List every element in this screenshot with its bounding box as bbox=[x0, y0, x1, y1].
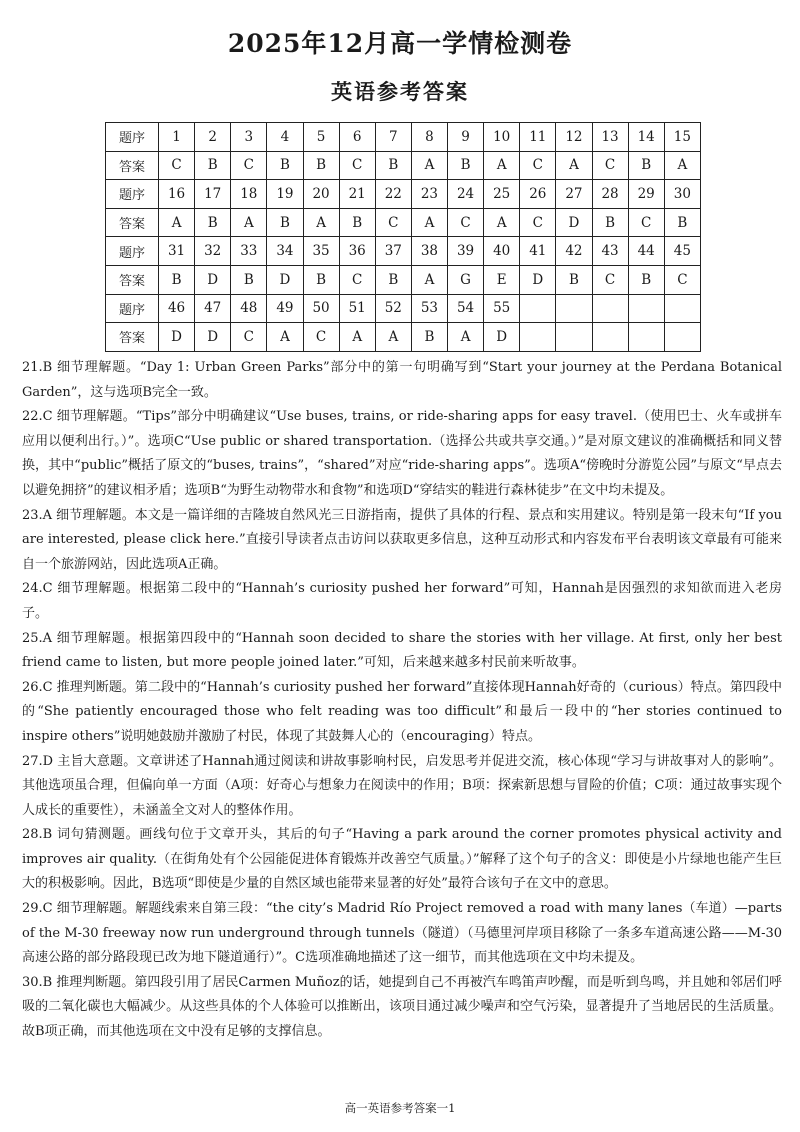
question-number-cell: 30 bbox=[664, 180, 700, 209]
explanation-number: 23.A bbox=[22, 507, 53, 523]
explanation-number: 25.A bbox=[22, 630, 53, 646]
question-number-cell: 53 bbox=[411, 294, 447, 323]
explanation-text: 细节理解题。本文是一篇详细的吉隆坡自然风光三日游指南，提供了具体的行程、景点和实用建议。特别是第一段末句“If you are interested, please click here.”直接引导读者点击访问以获取更多信息，这种互动形式和内容发布平台表明该文章最有可能来自一个旅游网站，因此选项A正确。 bbox=[22, 507, 782, 572]
answer-row bbox=[106, 323, 701, 352]
answer-cell: B bbox=[267, 151, 303, 180]
page-footer: 高一英语参考答案一1 bbox=[344, 1101, 456, 1115]
question-number-cell: 55 bbox=[484, 294, 520, 323]
row-header: 答案 bbox=[106, 151, 159, 180]
question-number-cell: 54 bbox=[448, 294, 484, 323]
question-number-cell: 50 bbox=[303, 294, 339, 323]
question-number-cell bbox=[556, 294, 592, 323]
question-number-cell: 5 bbox=[303, 123, 339, 152]
answer-cell: D bbox=[195, 323, 231, 352]
question-number-cell: 4 bbox=[267, 123, 303, 152]
explanation-text: 细节理解题。解题线索来自第三段：“the city’s Madrid Río Project removed a road with many lanes（车道）—parts of the M-30 freeway now run underground through tunnels（隧道）（马德里河岸项目移除了一条多车道高速公路——M-30高速公路的部分路段现已改为地下隧道通行）”。C选项准确地描述了这一细节，而其他选项在文中均未提及。 bbox=[22, 901, 782, 966]
question-number-cell: 18 bbox=[231, 180, 267, 209]
answer-cell: B bbox=[339, 208, 375, 237]
answer-cell: A bbox=[339, 323, 375, 352]
question-number-row bbox=[106, 294, 701, 323]
question-number-cell bbox=[592, 294, 628, 323]
answer-cell: B bbox=[159, 265, 195, 294]
answer-cell: B bbox=[375, 151, 411, 180]
explanation-text: 细节理解题。根据第二段中的“Hannah’s curiosity pushed her forward”可知，Hannah是因强烈的求知欲而进入老房子。 bbox=[22, 581, 782, 621]
question-number-cell: 40 bbox=[484, 237, 520, 266]
answer-cell: A bbox=[375, 323, 411, 352]
question-number-row bbox=[106, 180, 701, 209]
answer-cell: A bbox=[411, 208, 447, 237]
explanation-item bbox=[22, 823, 782, 897]
answer-cell: B bbox=[556, 265, 592, 294]
row-header: 答案 bbox=[106, 323, 159, 352]
question-number-cell: 32 bbox=[195, 237, 231, 266]
answer-cell: B bbox=[411, 323, 447, 352]
question-number-cell: 48 bbox=[231, 294, 267, 323]
answer-cell bbox=[520, 323, 556, 352]
question-number-cell: 15 bbox=[664, 123, 700, 152]
question-number-cell: 1 bbox=[159, 123, 195, 152]
answer-cell bbox=[628, 323, 664, 352]
answer-cell: C bbox=[339, 151, 375, 180]
question-number-cell: 12 bbox=[556, 123, 592, 152]
question-number-cell: 3 bbox=[231, 123, 267, 152]
explanation-number: 29.C bbox=[22, 901, 53, 917]
answer-cell: B bbox=[375, 265, 411, 294]
question-number-cell bbox=[628, 294, 664, 323]
answer-cell: D bbox=[267, 265, 303, 294]
question-number-cell: 31 bbox=[159, 237, 195, 266]
explanation-text: 推理判断题。第四段引用了居民Carmen Muñoz的话，她提到自己不再被汽车鸣笛声吵醒，而是听到鸟鸣，并且她和邻居们呼吸的二氧化碳也大幅减少。从这些具体的个人体验可以推断出，该项目通过减少噪声和空气污染，显著提升了当地居民的生活质量。故B项正确，而其他选项在文中没有足够的支撑信息。 bbox=[22, 974, 782, 1040]
question-number-cell: 41 bbox=[520, 237, 556, 266]
answer-table-body bbox=[106, 123, 701, 352]
question-number-cell: 43 bbox=[592, 237, 628, 266]
question-number-cell: 22 bbox=[375, 180, 411, 209]
answer-cell: C bbox=[231, 151, 267, 180]
answer-cell: C bbox=[592, 151, 628, 180]
explanation-text: 细节理解题。“Day 1: Urban Green Parks”部分中的第一句明确写到“Start your journey at the Perdana Botanical Garden”，这与选项B完全一致。 bbox=[22, 360, 782, 400]
answer-cell: B bbox=[592, 208, 628, 237]
answer-row bbox=[106, 151, 701, 180]
explanation-item bbox=[22, 405, 782, 503]
explanation-item bbox=[22, 676, 782, 750]
explanation-item bbox=[22, 971, 782, 1045]
question-number-cell: 38 bbox=[411, 237, 447, 266]
answer-cell: D bbox=[484, 323, 520, 352]
question-number-cell bbox=[664, 294, 700, 323]
question-number-cell: 17 bbox=[195, 180, 231, 209]
answer-row bbox=[106, 265, 701, 294]
explanation-number: 22.C bbox=[22, 409, 53, 425]
answer-cell: B bbox=[628, 265, 664, 294]
row-header: 答案 bbox=[106, 208, 159, 237]
question-number-cell: 20 bbox=[303, 180, 339, 209]
answer-cell: C bbox=[303, 323, 339, 352]
answer-cell: E bbox=[484, 265, 520, 294]
explanation-number: 30.B bbox=[22, 974, 53, 990]
answer-cell: B bbox=[231, 265, 267, 294]
answer-cell: C bbox=[231, 323, 267, 352]
answer-cell: D bbox=[556, 208, 592, 237]
answer-cell: B bbox=[664, 208, 700, 237]
question-number-cell: 47 bbox=[195, 294, 231, 323]
row-header: 题序 bbox=[106, 237, 159, 266]
answer-cell: A bbox=[303, 208, 339, 237]
question-number-cell: 9 bbox=[448, 123, 484, 152]
answer-table bbox=[105, 122, 701, 352]
explanation-text: 主旨大意题。文章讲述了Hannah通过阅读和讲故事影响村民，启发思考并促进交流，核心体现“学习与讲故事对人的影响”。其他选项虽合理，但偏向单一方面（A项：好奇心与想象力在阅读中的作用；B项：探索新思想与冒险的价值；C项：通过故事实现个人成长的重要性），未涵盖全文对人的整体作用。 bbox=[22, 753, 782, 818]
explanation-number: 27.D bbox=[22, 753, 54, 769]
question-number-cell: 25 bbox=[484, 180, 520, 209]
answer-cell: C bbox=[592, 265, 628, 294]
row-header: 答案 bbox=[106, 265, 159, 294]
question-number-cell: 35 bbox=[303, 237, 339, 266]
row-header: 题序 bbox=[106, 123, 159, 152]
question-number-cell: 14 bbox=[628, 123, 664, 152]
question-number-cell: 11 bbox=[520, 123, 556, 152]
explanation-list bbox=[22, 356, 782, 1045]
question-number-cell: 37 bbox=[375, 237, 411, 266]
question-number-cell: 27 bbox=[556, 180, 592, 209]
explanation-text: 推理判断题。第二段中的“Hannah’s curiosity pushed her forward”直接体现Hannah好奇的（curious）特点。第四段中的“She patiently encouraged those who felt reading was too difficult”和最后一段中的“her stories continued to inspire others”说明她鼓励并激励了村民，体现了其鼓舞人心的（encouraging）特点。 bbox=[22, 679, 782, 744]
explanation-text: 细节理解题。“Tips”部分中明确建议“Use buses, trains, or ride-sharing apps for easy travel.（使用巴士、火车或拼车应用以便利出行。）”。选项C“Use public or shared transportation.（选择公共或共享交通。）”是对原文建议的准确概括和同义替换，其中“public”概括了原文的“buses, trains”，“shared”对应“ride-sharing apps”。选项A“傍晚时分游览公园”与原文“早点去以避免拥挤”的建议相矛盾；选项B“为野生动物带水和食物”和选项D“穿结实的鞋进行森林徒步”在文中均未提及。 bbox=[22, 409, 782, 498]
explanation-item bbox=[22, 504, 782, 578]
answer-cell: B bbox=[195, 151, 231, 180]
row-header: 题序 bbox=[106, 180, 159, 209]
answer-cell bbox=[664, 323, 700, 352]
question-number-cell: 28 bbox=[592, 180, 628, 209]
answer-cell: C bbox=[520, 151, 556, 180]
answer-row bbox=[106, 208, 701, 237]
explanation-number: 28.B bbox=[22, 827, 53, 843]
question-number-cell: 7 bbox=[375, 123, 411, 152]
answer-cell: A bbox=[448, 323, 484, 352]
answer-cell: A bbox=[484, 151, 520, 180]
question-number-cell: 46 bbox=[159, 294, 195, 323]
explanation-item bbox=[22, 627, 782, 676]
question-number-cell: 2 bbox=[195, 123, 231, 152]
answer-cell: B bbox=[303, 265, 339, 294]
answer-cell: C bbox=[628, 208, 664, 237]
answer-cell bbox=[592, 323, 628, 352]
answer-cell: C bbox=[520, 208, 556, 237]
answer-cell: C bbox=[448, 208, 484, 237]
question-number-cell: 51 bbox=[339, 294, 375, 323]
question-number-cell: 33 bbox=[231, 237, 267, 266]
answer-cell: B bbox=[628, 151, 664, 180]
explanation-item bbox=[22, 750, 782, 824]
question-number-cell: 21 bbox=[339, 180, 375, 209]
answer-cell: A bbox=[411, 265, 447, 294]
answer-cell: B bbox=[195, 208, 231, 237]
question-number-cell: 39 bbox=[448, 237, 484, 266]
explanation-number: 26.C bbox=[22, 679, 53, 695]
answer-cell: B bbox=[303, 151, 339, 180]
question-number-cell: 29 bbox=[628, 180, 664, 209]
page-subtitle: 英语参考答案 bbox=[331, 79, 469, 104]
answer-cell: A bbox=[267, 323, 303, 352]
question-number-cell: 44 bbox=[628, 237, 664, 266]
answer-cell: A bbox=[664, 151, 700, 180]
answer-cell: G bbox=[448, 265, 484, 294]
explanation-number: 24.C bbox=[22, 581, 53, 597]
question-number-cell: 16 bbox=[159, 180, 195, 209]
answer-cell: D bbox=[520, 265, 556, 294]
explanation-item bbox=[22, 577, 782, 626]
explanation-item bbox=[22, 356, 782, 405]
answer-cell: B bbox=[267, 208, 303, 237]
answer-cell: C bbox=[339, 265, 375, 294]
question-number-cell: 10 bbox=[484, 123, 520, 152]
answer-cell: D bbox=[159, 323, 195, 352]
answer-cell: C bbox=[375, 208, 411, 237]
question-number-cell: 49 bbox=[267, 294, 303, 323]
answer-cell: D bbox=[195, 265, 231, 294]
explanation-item bbox=[22, 897, 782, 971]
page-title: 2025年12月高一学情检测卷 bbox=[227, 29, 573, 58]
row-header: 题序 bbox=[106, 294, 159, 323]
answer-cell: A bbox=[484, 208, 520, 237]
answer-cell: A bbox=[411, 151, 447, 180]
answer-cell bbox=[556, 323, 592, 352]
answer-cell: C bbox=[159, 151, 195, 180]
question-number-cell: 42 bbox=[556, 237, 592, 266]
question-number-cell: 45 bbox=[664, 237, 700, 266]
question-number-row bbox=[106, 237, 701, 266]
question-number-cell: 13 bbox=[592, 123, 628, 152]
question-number-cell: 26 bbox=[520, 180, 556, 209]
answer-cell: A bbox=[159, 208, 195, 237]
explanation-number: 21.B bbox=[22, 360, 53, 375]
question-number-cell: 52 bbox=[375, 294, 411, 323]
answer-cell: B bbox=[448, 151, 484, 180]
question-number-row bbox=[106, 123, 701, 152]
question-number-cell: 6 bbox=[339, 123, 375, 152]
answer-cell: A bbox=[231, 208, 267, 237]
question-number-cell: 19 bbox=[267, 180, 303, 209]
question-number-cell: 23 bbox=[411, 180, 447, 209]
question-number-cell: 24 bbox=[448, 180, 484, 209]
question-number-cell: 8 bbox=[411, 123, 447, 152]
question-number-cell: 34 bbox=[267, 237, 303, 266]
explanation-text: 词句猜测题。画线句位于文章开头，其后的句子“Having a park around the corner promotes physical activity and improves air quality.（在街角处有个公园能促进体育锻炼并改善空气质量。）”解释了这个句子的含义：即使是小片绿地也能产生巨大的积极影响。因此，B选项“即使是少量的自然区域也能带来显著的好处”最符合该句子在文中的意思。 bbox=[22, 827, 782, 892]
answer-cell: A bbox=[556, 151, 592, 180]
question-number-cell: 36 bbox=[339, 237, 375, 266]
answer-cell: C bbox=[664, 265, 700, 294]
explanation-text: 细节理解题。根据第四段中的“Hannah soon decided to share the stories with her village. At first, only her best friend came to listen, but more people joined later.”可知，后来越来越多村民前来听故事。 bbox=[22, 630, 782, 671]
question-number-cell bbox=[520, 294, 556, 323]
